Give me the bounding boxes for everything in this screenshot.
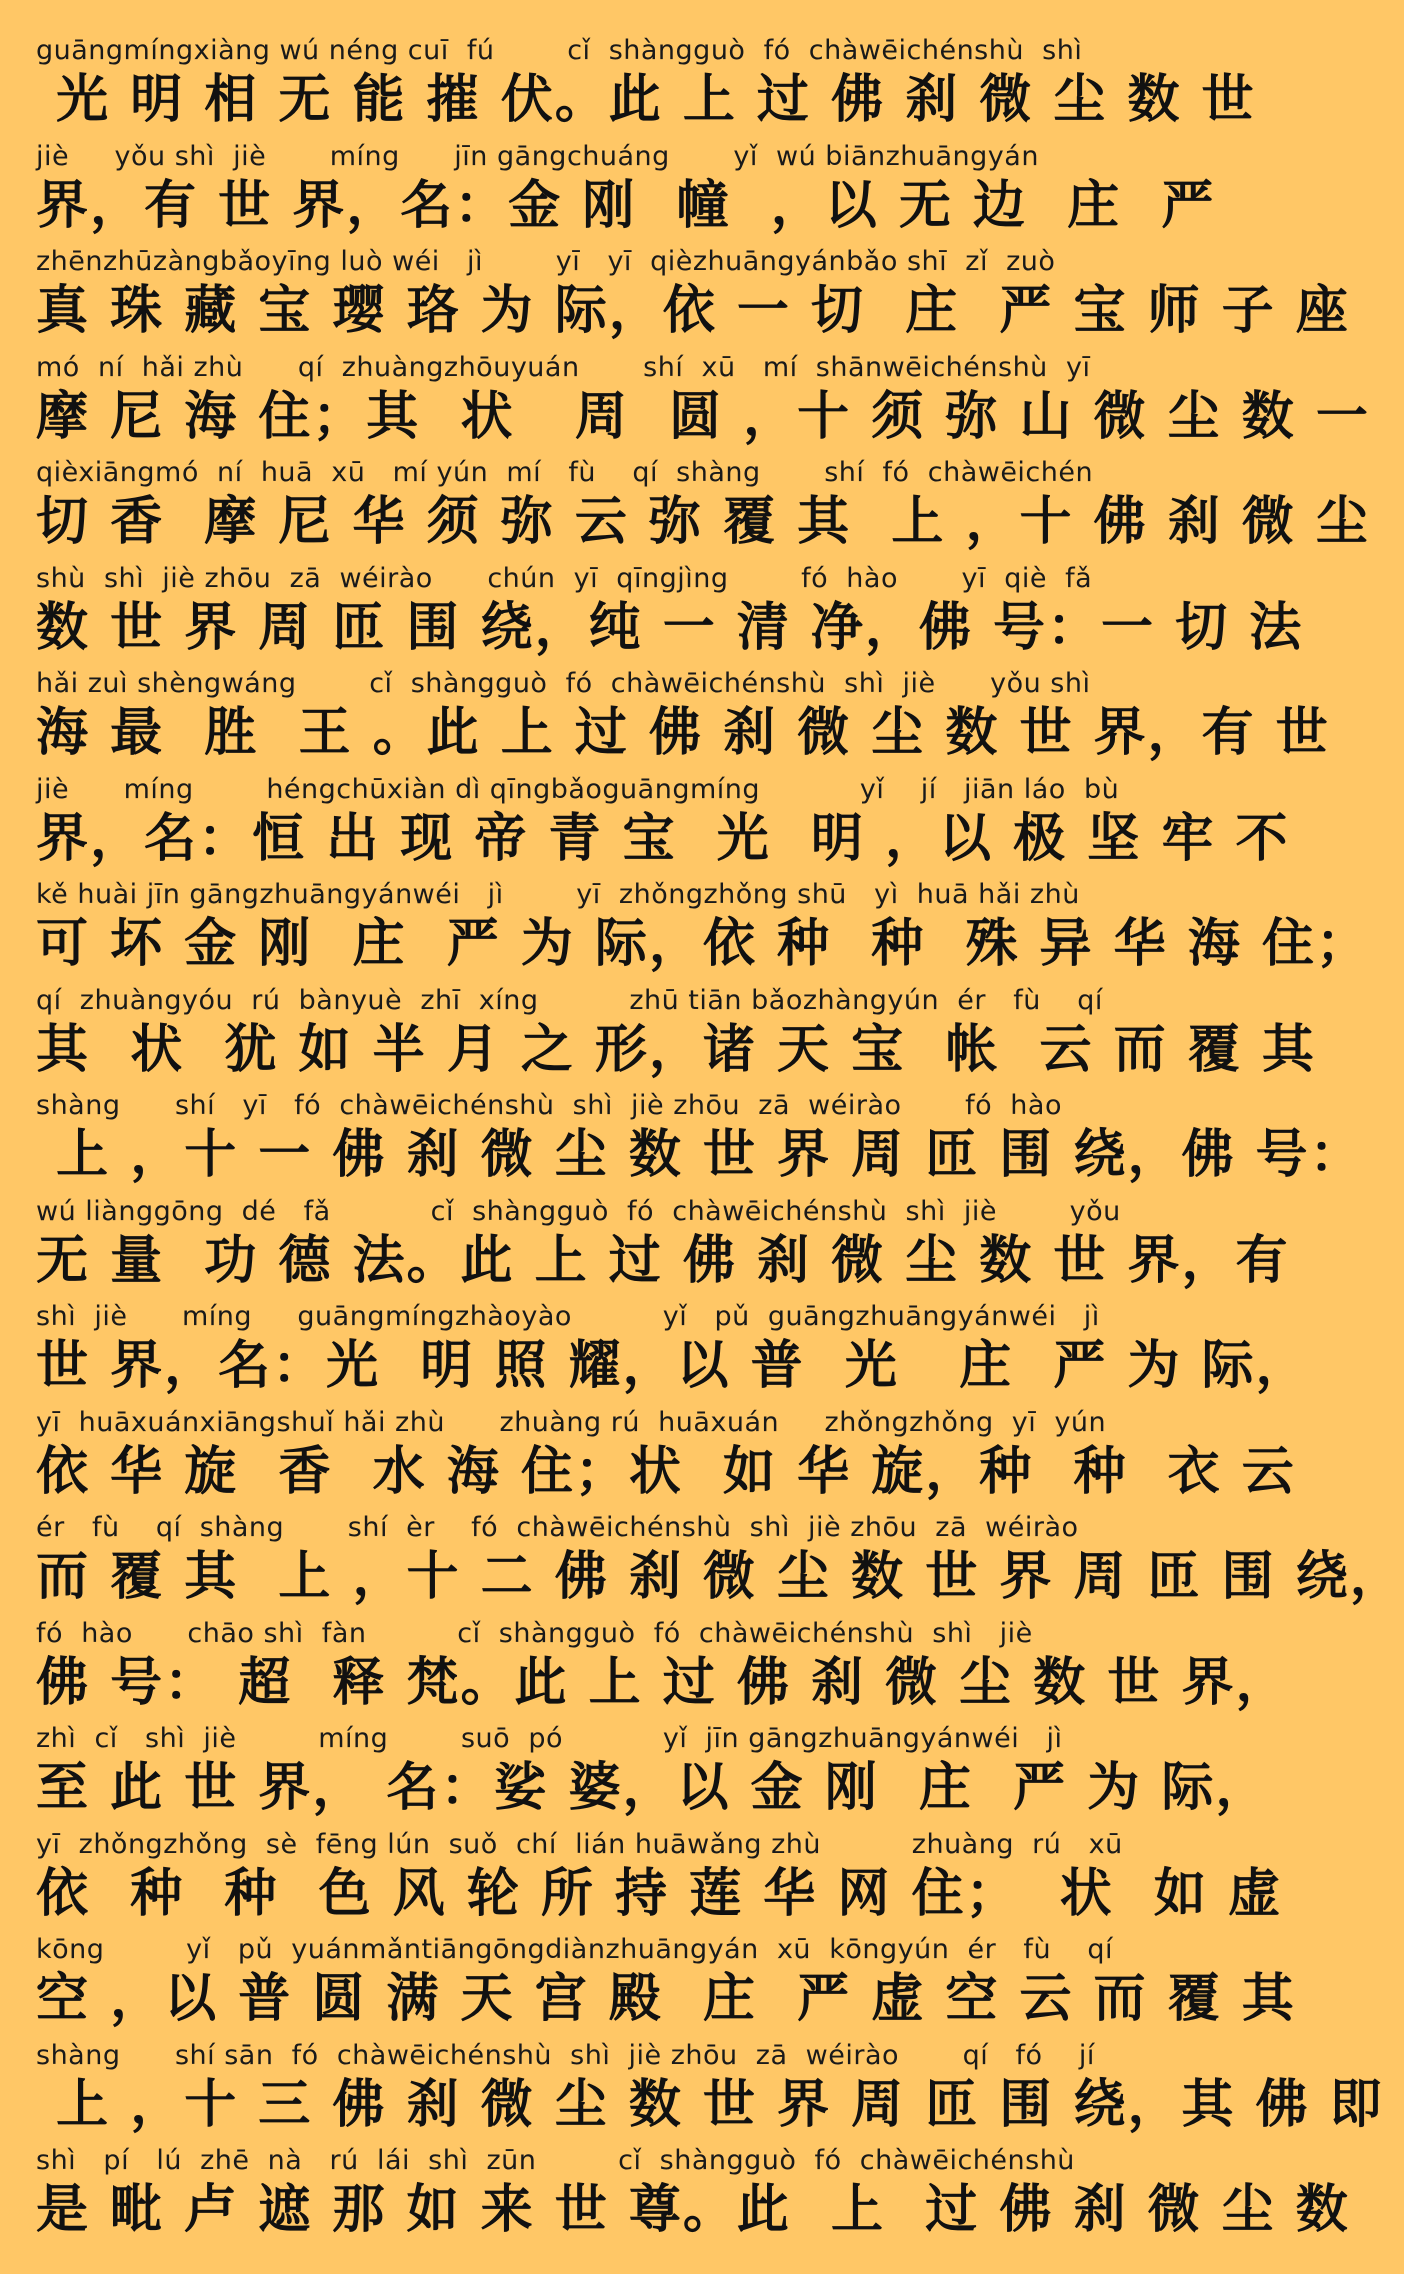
- hanzi-line: 世 界，名：光 明 照 耀，以 普 光 庄 严 为 际，: [36, 1336, 1310, 1396]
- hanzi-line: 摩 尼 海 住；其 状 周 圆 ，十 须 弥 山 微 尘 数 一: [36, 386, 1370, 447]
- text-line-2: [36, 140, 1216, 246]
- pinyin-line: shàng shí sān fó chàwēichénshù shì jiè zhōu zā wéirào qí fó jí: [36, 2039, 1095, 2071]
- pinyin-line: shì jiè míng guāngmíngzhàoyào yǐ pǔ guāngzhuāngyánwéi jì: [36, 1301, 1100, 1332]
- pinyin-line: fó hào chāo shì fàn cǐ shàngguò fó chàwēichénshù shì jiè: [36, 1617, 1033, 1649]
- text-line-21: [36, 2144, 1350, 2250]
- text-line-19: [36, 1933, 1296, 2039]
- text-line-20: [36, 2039, 1384, 2145]
- hanzi-line: 上 ，十 三 佛 刹 微 尘 数 世 界 周 匝 围 绕，其 佛 即: [36, 2074, 1384, 2135]
- text-line-3: [36, 245, 1350, 351]
- text-line-7: [36, 667, 1330, 773]
- pinyin-line: mó ní hǎi zhù qí zhuàngzhōuyuán shí xū mí shānwēichénshù yī: [36, 351, 1091, 383]
- hanzi-line: 依 华 旋 香 水 海 住；状 如 华 旋，种 种 衣 云: [36, 1441, 1296, 1502]
- pinyin-line: shì pí lú zhē nà rú lái shì zūn cǐ shàngguò fó chàwēichénshù: [36, 2145, 1075, 2176]
- pinyin-line: yī zhǒngzhǒng sè fēng lún suǒ chí lián huāwǎng zhù zhuàng rú xū: [36, 1828, 1123, 1860]
- pinyin-line: shàng shí yī fó chàwēichénshù shì jiè zhōu zā wéirào fó hào: [36, 1090, 1062, 1121]
- pinyin-line: kōng yǐ pǔ yuánmǎntiāngōngdiànzhuāngyán xū kōngyún ér fù qí: [36, 1934, 1114, 1965]
- hanzi-line: 依 种 种 色 风 轮 所 持 莲 华 网 住； 状 如 虚: [36, 1863, 1282, 1924]
- hanzi-line: 切 香 摩 尼 华 须 弥 云 弥 覆 其 上 ，十 佛 刹 微 尘: [36, 492, 1370, 552]
- pinyin-line: guāngmíngxiàng wú néng cuī fú cǐ shàngguò fó chàwēichénshù shì: [36, 35, 1083, 66]
- hanzi-line: 而 覆 其 上 ，十 二 佛 刹 微 尘 数 世 界 周 匝 围 绕，: [36, 1547, 1404, 1607]
- text-line-17: [36, 1722, 1270, 1828]
- text-line-9: [36, 878, 1370, 984]
- pinyin-line: zhēnzhūzàngbǎoyīng luò wéi jì yī yī qièzhuāngyánbǎo shī zǐ zuò: [36, 246, 1056, 277]
- hanzi-line: 是 毗 卢 遮 那 如 来 世 尊。此 上 过 佛 刹 微 尘 数: [36, 2180, 1350, 2240]
- pinyin-line: yī huāxuánxiāngshuǐ hǎi zhù zhuàng rú huāxuán zhǒngzhǒng yī yún: [36, 1406, 1107, 1438]
- pinyin-line: wú liànggōng dé fǎ cǐ shàngguò fó chàwēichénshù shì jiè yǒu: [36, 1195, 1121, 1227]
- hanzi-line: 真 珠 藏 宝 璎 珞 为 际，依 一 切 庄 严 宝 师 子 座: [36, 281, 1350, 341]
- pinyin-line: kě huài jīn gāngzhuāngyánwéi jì yī zhǒngzhǒng shū yì huā hǎi zhù: [36, 879, 1080, 910]
- hanzi-line: 界，名：恒 出 现 帝 青 宝 光 明 ，以 极 坚 牢 不: [36, 808, 1290, 869]
- text-line-6: [36, 562, 1304, 668]
- pinyin-line: qí zhuàngyóu rú bànyuè zhī xíng zhū tiān bǎozhàngyún ér fù qí: [36, 984, 1103, 1016]
- text-line-16: [36, 1617, 1290, 1723]
- text-line-13: [36, 1300, 1310, 1406]
- pinyin-line: jiè yǒu shì jiè míng jīn gāngchuáng yǐ wú biānzhuāngyán: [36, 140, 1039, 172]
- hanzi-line: 界，有 世 界，名：金 刚 幢 ，以 无 边 庄 严: [36, 175, 1216, 236]
- pinyin-line: shù shì jiè zhōu zā wéirào chún yī qīngjìng fó hào yī qiè fǎ: [36, 562, 1093, 594]
- text-line-1: [36, 34, 1256, 140]
- hanzi-line: 光 明 相 无 能 摧 伏。此 上 过 佛 刹 微 尘 数 世: [36, 70, 1256, 130]
- text-line-11: [36, 1089, 1364, 1195]
- hanzi-line: 无 量 功 德 法。此 上 过 佛 刹 微 尘 数 世 界，有: [36, 1230, 1290, 1291]
- text-line-8: [36, 773, 1290, 879]
- hanzi-line: 空 ，以 普 圆 满 天 宫 殿 庄 严 虚 空 云 而 覆 其: [36, 1969, 1296, 2029]
- pinyin-line: jiè míng héngchūxiàn dì qīngbǎoguāngmíng yǐ jí jiān láo bù: [36, 773, 1120, 805]
- text-line-10: [36, 984, 1316, 1090]
- pinyin-line: ér fù qí shàng shí èr fó chàwēichénshù shì jiè zhōu zā wéirào: [36, 1512, 1079, 1543]
- text-line-18: [36, 1828, 1282, 1934]
- text-line-15: [36, 1511, 1404, 1617]
- hanzi-line: 上 ，十 一 佛 刹 微 尘 数 世 界 周 匝 围 绕，佛 号：: [36, 1125, 1364, 1185]
- pinyin-line: qièxiāngmó ní huā xū mí yún mí fù qí shàng shí fó chàwēichén: [36, 457, 1094, 488]
- text-line-4: [36, 351, 1370, 457]
- text-line-5: [36, 456, 1370, 562]
- hanzi-line: 至 此 世 界， 名：娑 婆，以 金 刚 庄 严 为 际，: [36, 1758, 1270, 1818]
- hanzi-line: 海 最 胜 王 。此 上 过 佛 刹 微 尘 数 世 界，有 世: [36, 703, 1330, 763]
- text-line-12: [36, 1195, 1290, 1301]
- hanzi-line: 佛 号： 超 释 梵。此 上 过 佛 刹 微 尘 数 世 界，: [36, 1652, 1290, 1713]
- hanzi-line: 其 状 犹 如 半 月 之 形，诸 天 宝 帐 云 而 覆 其: [36, 1019, 1316, 1080]
- text-line-14: [36, 1406, 1296, 1512]
- pinyin-line: zhì cǐ shì jiè míng suō pó yǐ jīn gāngzhuāngyánwéi jì: [36, 1723, 1063, 1754]
- hanzi-line: 数 世 界 周 匝 围 绕，纯 一 清 净，佛 号：一 切 法: [36, 597, 1304, 658]
- hanzi-line: 可 坏 金 刚 庄 严 为 际，依 种 种 殊 异 华 海 住；: [36, 914, 1370, 974]
- pinyin-line: hǎi zuì shèngwáng cǐ shàngguò fó chàwēichénshù shì jiè yǒu shì: [36, 668, 1091, 699]
